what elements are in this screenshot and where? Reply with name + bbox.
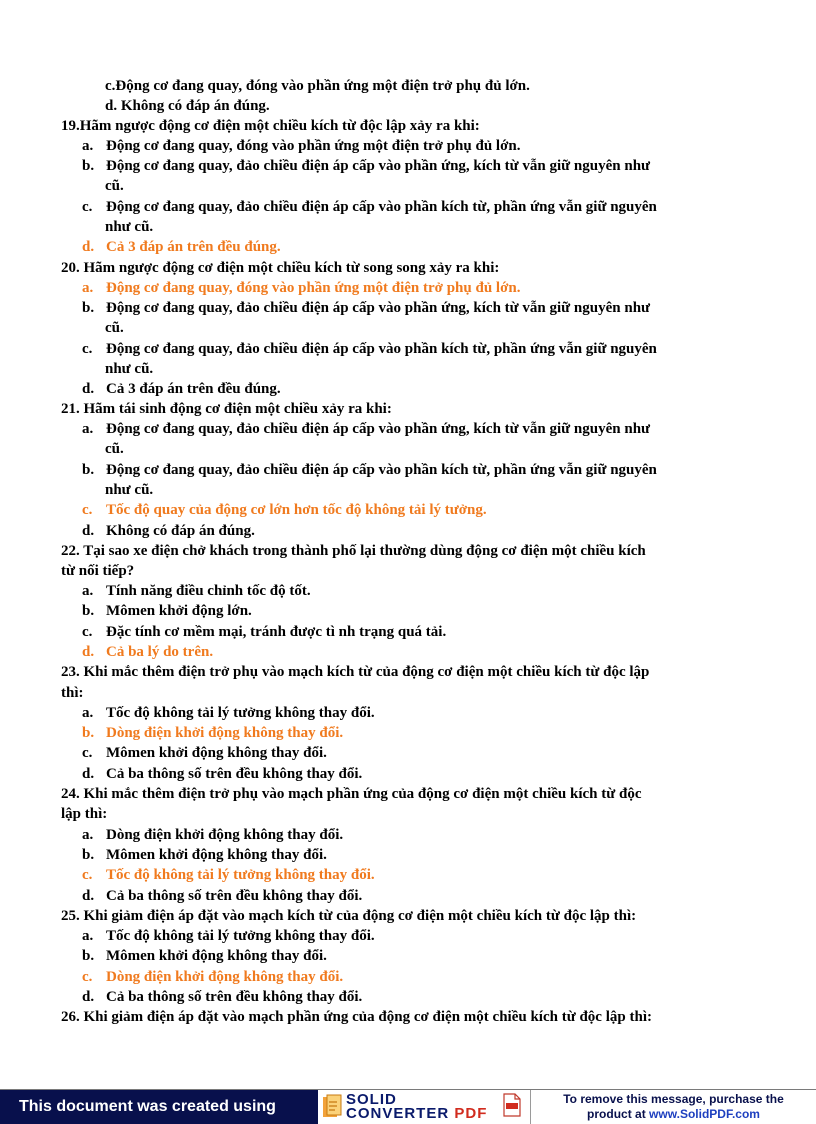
option-text: Động cơ đang quay, đảo chiều điện áp cấp vào phần ứng, kích từ vẫn giữ nguyên như xyxy=(106,421,651,437)
option-text: Mômen khởi động không thay đổi. xyxy=(106,948,327,964)
option-text: Dòng điện khởi động không thay đổi. xyxy=(106,725,344,741)
q24-option-a xyxy=(82,825,343,845)
q24-question-cont: lập thì: xyxy=(61,806,108,822)
option-letter: b. xyxy=(82,158,95,174)
option-text: Cả ba thông số trên đều không thay đổi. xyxy=(106,888,363,904)
option-letter: b. xyxy=(82,847,95,863)
option-letter: a. xyxy=(82,827,94,843)
q19-option-d-correct xyxy=(82,237,281,257)
option-letter: a. xyxy=(82,280,94,296)
option-letter: c. xyxy=(82,867,93,883)
purchase-line-2 xyxy=(531,1107,816,1122)
q23-option-b-correct xyxy=(82,723,343,743)
watermark-banner xyxy=(0,1089,816,1124)
option-text: Cả ba thông số trên đều không thay đổi. xyxy=(106,766,363,782)
q23-question-cont: thì: xyxy=(61,685,84,701)
logo-converter: CONVERTER xyxy=(346,1105,450,1122)
q25-option-d xyxy=(82,987,362,1007)
q26-question: 26. Khi giảm điện áp đặt vào mạch phần ứng của động cơ điện một chiều kích từ độc lập thì: xyxy=(61,1009,652,1025)
option-text: Mômen khởi động không thay đổi. xyxy=(106,745,327,761)
q23-option-c xyxy=(82,743,327,763)
q20-question: 20. Hãm ngược động cơ điện một chiều kích từ song song xảy ra khi: xyxy=(61,260,500,276)
option-text: Động cơ đang quay, đảo chiều điện áp cấp vào phần ứng, kích từ vẫn giữ nguyên như xyxy=(106,300,651,316)
q21-option-a xyxy=(82,419,650,439)
option-letter: b. xyxy=(82,603,95,619)
q21-option-b-cont: như cũ. xyxy=(105,482,154,498)
q24-option-c-correct xyxy=(82,865,375,885)
q23-question: 23. Khi mắc thêm điện trở phụ vào mạch kích từ của động cơ điện một chiều kích từ độc lập xyxy=(61,664,650,680)
option-letter: c. xyxy=(82,199,93,215)
q22-option-a xyxy=(82,581,311,601)
option-letter: a. xyxy=(82,705,94,721)
option-text: Cả ba lý do trên. xyxy=(106,644,214,660)
option-text: Tốc độ không tải lý tưởng không thay đổi. xyxy=(106,928,375,944)
option-letter: c. xyxy=(82,745,93,761)
solidpdf-link[interactable]: www.SolidPDF.com xyxy=(649,1107,760,1121)
option-letter: d. xyxy=(82,888,95,904)
option-text: Tính năng điều chỉnh tốc độ tốt. xyxy=(106,583,311,599)
option-text: Dòng điện khởi động không thay đổi. xyxy=(106,827,344,843)
option-letter: c. xyxy=(82,969,93,985)
q19-option-b-cont: cũ. xyxy=(105,178,124,194)
option-letter: b. xyxy=(82,462,95,478)
option-letter: c. xyxy=(82,341,93,357)
q18-option-c: c.Động cơ đang quay, đóng vào phần ứng một điện trở phụ đủ lớn. xyxy=(105,78,530,94)
logo-line-solid: SOLID xyxy=(346,1091,397,1108)
q24-option-d xyxy=(82,886,362,906)
logo-line-converter xyxy=(346,1107,487,1121)
q22-question: 22. Tại sao xe điện chở khách trong thành phố lại thường dùng động cơ điện một chiều kích xyxy=(61,543,646,559)
q20-option-b xyxy=(82,298,650,318)
option-letter: a. xyxy=(82,583,94,599)
option-text: Cả 3 đáp án trên đều đúng. xyxy=(106,239,281,255)
q23-option-a xyxy=(82,703,375,723)
option-text: Động cơ đang quay, đóng vào phần ứng một điện trở phụ đủ lớn. xyxy=(106,138,521,154)
option-letter: d. xyxy=(82,381,95,397)
option-text: Mômen khởi động lớn. xyxy=(106,603,252,619)
q20-option-b-cont: cũ. xyxy=(105,320,124,336)
option-letter: c. xyxy=(82,624,93,640)
option-text: Đặc tính cơ mềm mại, tránh được tì nh trạng quá tải. xyxy=(106,624,447,640)
option-text: Tốc độ không tải lý tưởng không thay đổi. xyxy=(106,867,375,883)
q21-option-a-cont: cũ. xyxy=(105,441,124,457)
pdf-file-icon xyxy=(502,1093,522,1117)
q21-option-d xyxy=(82,521,255,541)
option-text: Cả 3 đáp án trên đều đúng. xyxy=(106,381,281,397)
q23-option-d xyxy=(82,764,362,784)
q20-option-c-cont: như cũ. xyxy=(105,361,154,377)
q22-question-cont: từ nối tiếp? xyxy=(61,563,135,579)
q24-option-b xyxy=(82,845,327,865)
q19-option-b xyxy=(82,156,650,176)
option-letter: b. xyxy=(82,300,95,316)
q19-option-a xyxy=(82,136,520,156)
option-text: Động cơ đang quay, đảo chiều điện áp cấp vào phần kích từ, phần ứng vẫn giữ nguyên xyxy=(106,462,657,478)
option-letter: d. xyxy=(82,766,95,782)
q20-option-a-correct xyxy=(82,278,520,298)
q19-option-c-cont: như cũ. xyxy=(105,219,154,235)
q20-option-d xyxy=(82,379,281,399)
option-text: Động cơ đang quay, đảo chiều điện áp cấp vào phần kích từ, phần ứng vẫn giữ nguyên xyxy=(106,341,657,357)
option-text: Mômen khởi động không thay đổi. xyxy=(106,847,327,863)
option-text: Động cơ đang quay, đảo chiều điện áp cấp vào phần ứng, kích từ vẫn giữ nguyên như xyxy=(106,158,651,174)
solid-converter-logo[interactable] xyxy=(318,1090,530,1124)
q19-option-c xyxy=(82,197,657,217)
option-letter: d. xyxy=(82,523,95,539)
q24-question: 24. Khi mắc thêm điện trở phụ vào mạch phần ứng của động cơ điện một chiều kích từ độc xyxy=(61,786,642,802)
option-text: Không có đáp án đúng. xyxy=(106,523,255,539)
q25-option-a xyxy=(82,926,375,946)
q22-option-c xyxy=(82,622,446,642)
option-letter: a. xyxy=(82,138,94,154)
option-text: Động cơ đang quay, đảo chiều điện áp cấp vào phần kích từ, phần ứng vẫn giữ nguyên xyxy=(106,199,657,215)
q20-option-c xyxy=(82,339,657,359)
q25-question: 25. Khi giảm điện áp đặt vào mạch kích từ của động cơ điện một chiều kích từ độc lập thì: xyxy=(61,908,637,924)
option-text: Tốc độ quay của động cơ lớn hơn tốc độ không tải lý tưởng. xyxy=(106,502,487,518)
purchase-prefix: product at xyxy=(587,1107,650,1121)
purchase-message xyxy=(530,1090,816,1124)
q19-question: 19.Hãm ngược động cơ điện một chiều kích từ độc lập xảy ra khi: xyxy=(61,118,480,134)
q21-option-b xyxy=(82,460,657,480)
option-letter: b. xyxy=(82,948,95,964)
option-text: Cả ba thông số trên đều không thay đổi. xyxy=(106,989,363,1005)
q22-option-b xyxy=(82,601,252,621)
banner-message: This document was created using xyxy=(0,1090,318,1124)
option-letter: d. xyxy=(82,239,95,255)
q18-option-d: d. Không có đáp án đúng. xyxy=(105,98,270,114)
q21-question: 21. Hãm tái sinh động cơ điện một chiều xảy ra khi: xyxy=(61,401,392,417)
option-letter: a. xyxy=(82,421,94,437)
option-letter: b. xyxy=(82,725,95,741)
option-letter: d. xyxy=(82,989,95,1005)
option-letter: c. xyxy=(82,502,93,518)
option-letter: d. xyxy=(82,644,95,660)
purchase-line-1: To remove this message, purchase the xyxy=(563,1092,784,1106)
option-text: Tốc độ không tải lý tưởng không thay đổi. xyxy=(106,705,375,721)
q25-option-b xyxy=(82,946,327,966)
logo-icon xyxy=(322,1094,342,1120)
q21-option-c-correct xyxy=(82,500,487,520)
logo-wordmark xyxy=(346,1093,487,1121)
logo-pdf: PDF xyxy=(454,1105,488,1122)
q22-option-d-correct xyxy=(82,642,213,662)
option-letter: a. xyxy=(82,928,94,944)
option-text: Động cơ đang quay, đóng vào phần ứng một điện trở phụ đủ lớn. xyxy=(106,280,521,296)
q25-option-c-correct xyxy=(82,967,343,987)
option-text: Dòng điện khởi động không thay đổi. xyxy=(106,969,344,985)
